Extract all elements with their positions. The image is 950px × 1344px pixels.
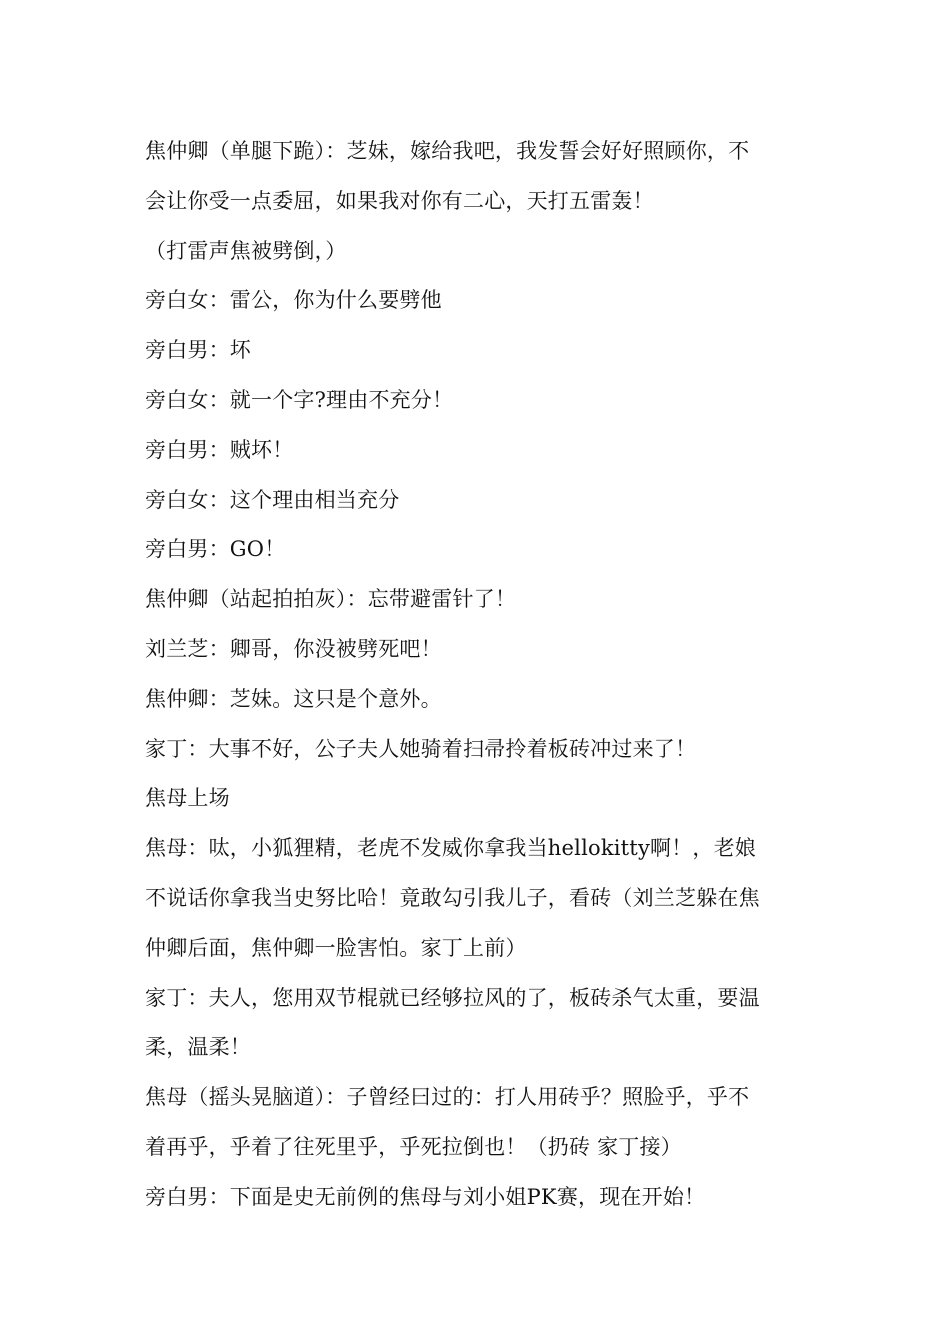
text-line: 柔，温柔！ (145, 1035, 251, 1060)
text-line: 焦母（摇头晃脑道）：子曾经曰过的：打人用砖乎？照脸乎，乎不 (145, 1085, 750, 1110)
text-line: 着再乎，乎着了往死里乎，乎死拉倒也！（扔砖 家丁接） (145, 1134, 682, 1159)
text-line: 旁白女：雷公，你为什么要劈他 (145, 288, 442, 313)
script-text (145, 127, 805, 1223)
text-line: 旁白女：这个理由相当充分 (145, 487, 400, 512)
text-line: 家丁：夫人，您用双节棍就已经够拉风的了，板砖杀气太重，要温 (145, 985, 760, 1010)
text-line: 焦母：呔，小狐狸精，老虎不发威你拿我当hellokitty啊！，老娘 (145, 836, 757, 861)
text-line: 刘兰芝：卿哥，你没被劈死吧！ (145, 636, 442, 661)
text-line: 会让你受一点委屈，如果我对你有二心，天打五雷轰！ (145, 188, 654, 213)
text-line: 仲卿后面，焦仲卿一脸害怕。家丁上前） (145, 935, 527, 960)
text-line: 旁白男：坏 (145, 338, 251, 363)
text-line: 焦仲卿（站起拍拍灰）：忘带避雷针了！ (145, 587, 517, 612)
text-line: 焦仲卿（单腿下跪）：芝妹，嫁给我吧，我发誓会好好照顾你，不 (145, 139, 750, 163)
text-line: （打雷声焦被劈倒，） (145, 238, 347, 263)
text-line: 焦母上场 (145, 786, 230, 811)
text-line: 不说话你拿我当史努比哈！竟敢勾引我儿子，看砖（刘兰芝躲在焦 (145, 885, 760, 910)
text-line: 焦仲卿：芝妹。这只是个意外。 (145, 686, 442, 711)
text-line: 旁白男：下面是史无前例的焦母与刘小姐PK赛，现在开始！ (145, 1184, 706, 1209)
text-line: 旁白男：GO！ (145, 537, 286, 562)
text-line: 旁白女：就一个字?理由不充分！ (145, 387, 454, 412)
text-line: 旁白男：贼坏！ (145, 437, 294, 462)
text-line: 家丁：大事不好，公子夫人她骑着扫帚拎着板砖冲过来了！ (145, 736, 697, 761)
